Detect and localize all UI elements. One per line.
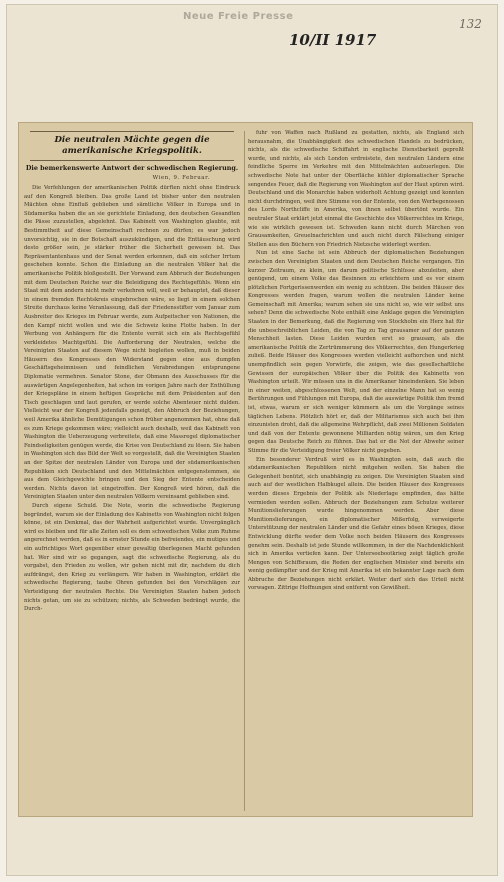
article-paragraph: Nun ist eine Sache ist sein Abbruch der diplomatischen Beziehungen zwischen den Vereinigten Staaten und dem Deutschen Reiche vergangen. Ein kurzer Zeitraum, zu klein, um darum politische Schlüsse abzuleiten, aber genügend, um einem Volke das Besinnen zu erleichtern und es vor einem plötzlichen Fortgerissenwerden ein wenig zu schützen. Die beiden Häuser des Kongresses werden fragen, warum wollen die neutralen Länder keine Gemeinschaft mit Amerika; warum sehen sie uns nicht so, wie wir selbst uns sehen? Denn die schwedische Note enthält eine Anklage gegen die Vereinigten Staaten in der Bemerkung, daß die Regierung von Stockholm ein Herz hat für die unbeschreiblichen Leiden, die von Tag zu Tag grausamer auf der ganzen Menschheit lasten. Diese Leiden wurden erst so grausam, als die amerikanische Politik die Zertrümmerung des Völkerrechtes, den Hungerkrieg zuließ. Beide Häuser des Kongresses werden vielleicht aufhorchen und nicht unempfindlich sein gegen Vorwürfe, die zeigen, wie das gesellschaftliche Gewissen der europäischen Völker über die Politik des Kabinetts von Washington urteilt. Wir müssen uns in die Amerikaner hineindenken. Sie leben in einer weiten, abgeschlossenen Welt, und der einzelne Mann hat so wenig Berührungen und Fühlungen mit Europa, daß die auswärtige Politik ihm fremd ist, etwas, warum er sich weniger kümmern als um die Vorgänge seines täglichen Lebens. Plötzlich hört er, daß der Militarismus sich auch bei ihm einzunisten droht, daß die allgemeine Wehrpflicht, daß zwei Millionen Soldaten und daß von der Entente gewonnene Milliarden nötig wären, um den Krieg gegen das Deutsche Reich zu führen. Das hat er die Not der Abwehr seiner Stimme für die Verteidigung freier Völker nicht gegeben. bbox=[248, 250, 464, 454]
article-paragraph: fuhr von Waffen nach Rußland zu gestatten, nichts, als England sich herausnahm, die Unabhängigkeit des schwedischen Handels zu bedrücken, nichts, als die schwedische Schiffahrt in englische Dienstbarkeit gepreßt wurde, und nichts, als sich London erdreistete, den neutralen Ländern eine feindliche Sperre im Verkehre mit den Mittelmächten aufzuerlegen. Die schwedische Note hat unter der Oberfläche kühler diplomatischer Sprache sengendes Feuer, daß die Regierung von Washington auf der Haut spüren wird. Deutschland und die Monarchie haben widerholt Achtung gezeigt und konnten nicht durchdringen, weil ihre Stimme von der Entente, von den Werbegenossen des Lords Northcliffe in Amerika, von ihnen selbst übertönt wurde. Ein neutraler Staat erklärt jetzt einmal die Geschichte des Völkerrechtes im Kriege, wie sie wirklich gewesen ist. Schweden kann nicht durch Märchen von Grausamkeiten, Greuelnachrichten und auch nicht durch Fälschung einiger Stellen aus den Büchern von Friedrich Nietzsche widerlegt werden. bbox=[248, 130, 464, 248]
article-title: Die neutralen Mächte gegen die amerikanische Kriegspolitik. bbox=[54, 135, 210, 156]
article-dateline: Wien, 9. Februar. bbox=[152, 175, 210, 182]
page-number: 132 bbox=[459, 17, 482, 31]
article-column-right bbox=[248, 129, 464, 813]
article-paragraph: Durch eigene Schuld. Die Note, worin die schwedische Regierung begründet, warum sie der Einladung des Kabinetts von Washington nicht folgen könne, ist ein Denkmal, das der Wahrheit aufgerichtet wurde. Unvergänglich wird es bleiben und für alle Zeiten soll es dem schwedischen Volke zum Ruhme angerechnet werden, daß es in ernster Stunde ein befreiendes, ein mutiges und ein aufrichtiges Wort gegenüber einer gewaltig überlegenen Macht gefunden hat. Wer sind wir so gegangen, sagt die schwedische Regierung, als du vorgabst, den Frieden zu wollen, wir gehen nicht mit dir, nachdem du dich aufdrängst, den Krieg zu verlängern. Wir haben in Washington, erklärt die schwedische Regierung, taube Ohren gefunden bei den Vorschlägen zur Verteidigung der neutralen Rechte. Die Vereinigten Staaten haben jedoch nichts getan, um sie zu schützen; nichts, als Schweden bedrängt wurde, die Durch- bbox=[24, 502, 240, 613]
article-column-left bbox=[24, 129, 240, 813]
title-rule-bottom bbox=[30, 160, 234, 161]
newspaper-clipping bbox=[18, 122, 473, 817]
newspaper-stamp: Neue Freie Presse bbox=[183, 11, 294, 22]
title-rule-top bbox=[30, 131, 234, 132]
column-divider bbox=[244, 131, 245, 811]
handwritten-date: 10/II 1917 bbox=[289, 31, 377, 49]
article-subtitle: Die bemerkenswerte Antwort der schwedischen Regierung. bbox=[25, 164, 239, 172]
article-paragraph: Die Verfehlungen der amerikanischen Politik dürften nicht ohne Eindruck auf den Kongreß bleiben. Das große Land ist bisher unter den neutralen Mächten ohne Einfluß geblieben und sämtliche Völker in Europa und in Südamerika haben die an sie gerichtete Einladung, den deutschen Gesandten die Pässe zuzustellen, abgelehnt. Das Kabinett von Washington glaubte, mit Bestimmtheit auf diese Gemeinschaft rechnen zu dürfen; es war jedoch unvorsichtig, sie in der Botschaft auszukündigen, und die Enttäuschung wird desto größer sein, je stärker früher die Sicherheit gewesen ist. Das Repräsentantenhaus und der Senat werden erkennen, daß ein solcher Irrtum geschehen konnte. Schon die Einladung an die neutralen Völker hat die amerikanische Politik bloßgestellt. Der Vorwand zum Abbruch der Beziehungen mit dem Deutschen Reiche war die Beleidigung des Rechtsgefühls. Wenn ein Staat mit dem andern nicht mehr verkehren will, weil er behauptet, daß dieser in einem fremden Rechtskreis eingebrochen wäre, so liegt in einem solchen Streite durchaus keine Veranlassung, daß der Friedensstifter vom Januar zum Ausbreiter des Krieges im Februar werde, zum Aufpeitscher von Nationen, die den Kampf nicht wollen und wie die Schweiz keine Flotte haben. In der Werbung von Anhängern für die Entente verrät sich ein als Rechtsgefühl verkleidetes Machtgefühl. Die Aufforderung der Neutralen, welche die Vereinigten Staaten auf diesem Wege nicht begleiten wollen, muß in beiden Häusern des Kongresses den Widerstand gegen eine aus dumpfen Geschäftsgeheimnissen und feindlichen Verabredungen entsprungene Diplomatie vermehren. Senator Stone, der Obmann des Ausschusses für die auswärtigen Angelegenheiten, hat schon im vorigen Jahre nach der Enthüllung der Kriegspläne in einem heftigen Gespräche mit dem Präsidenten auf den Tisch geschlagen und laut gerufen, er werde solche Abenteuer nicht dulden. Vielleicht war der Kongreß jedenfalls geneigt, den Abbruch der Beziehungen, weil Amerika ähnliche Demütigungen schon früher angenommen hat, ohne daß es zum Kriege gekommen wäre; vielleicht auch deshalb, weil das Kabinett von Washington die Ueberzeugung verbreitete, daß eine Massregel diplomatischer Feindseligkeiten genügen werde, die Krise von Deutschland zu lösen. Sie haben in Washington sich das Bild der Welt so vorgestellt, daß die Vereinigten Staaten an der Spitze der neutralen Länder von Europa und der südamerikanischen Republiken sich Deutschland und den Mittelmächten entgegenstemmen, sie aus dem Gleichgewichte bringen und den Sieg der Entente entscheiden werden. Nichts davon ist eingetroffen. Der Kongreß wird hören, daß die Vereinigten Staaten unter den neutralen Völkern vereinsamt geblieben sind. bbox=[24, 185, 240, 501]
article-paragraph: Ein besonderer Verdruß wird es in Washington sein, daß auch die südamerikanischen Republiken nicht mitgehen wollen. Sie haben die Gelegenheit benützt, sich unabhängig zu zeigen. Die Vereinigten Staaten sind auch auf der westlichen Halbkugel allein. Die beiden Häuser des Kongresses werden dieses Ergebnis der Politik als Niederlage empfinden, das hätte vermieden werden sollen. Abbruch der Beziehungen zum Schutze weiterer Munitionslieferungen wurde hingenommen werden. Aber diese Munitionslieferungen, ein diplomatischer Mißerfolg, verweigerte Unterstützung der neutralen Länder und die Gefahr eines bösen Krieges, diese Entwicklung dürfte weder dem Volke noch beiden Häusern des Kongresses genehm sein. Deshalb ist jede Stunde willkommen, in der die Nachdenklichkeit sich in Amerika vertiefen kann. Der Unterseebootkrieg zeigt täglich große Mengen von Schiffsraum, die Reden der englischen Minister sind bereits ein wenig gedämpfter und der Krieg mit Amerika ist ein bekannter Lage nach dem Abbruche der Beziehungen nicht erklärt. Weiter darf sich das Urteil nicht vorwagen. Zittrige Hoffnungen sind entfernt von Gewißheit. bbox=[248, 456, 464, 592]
